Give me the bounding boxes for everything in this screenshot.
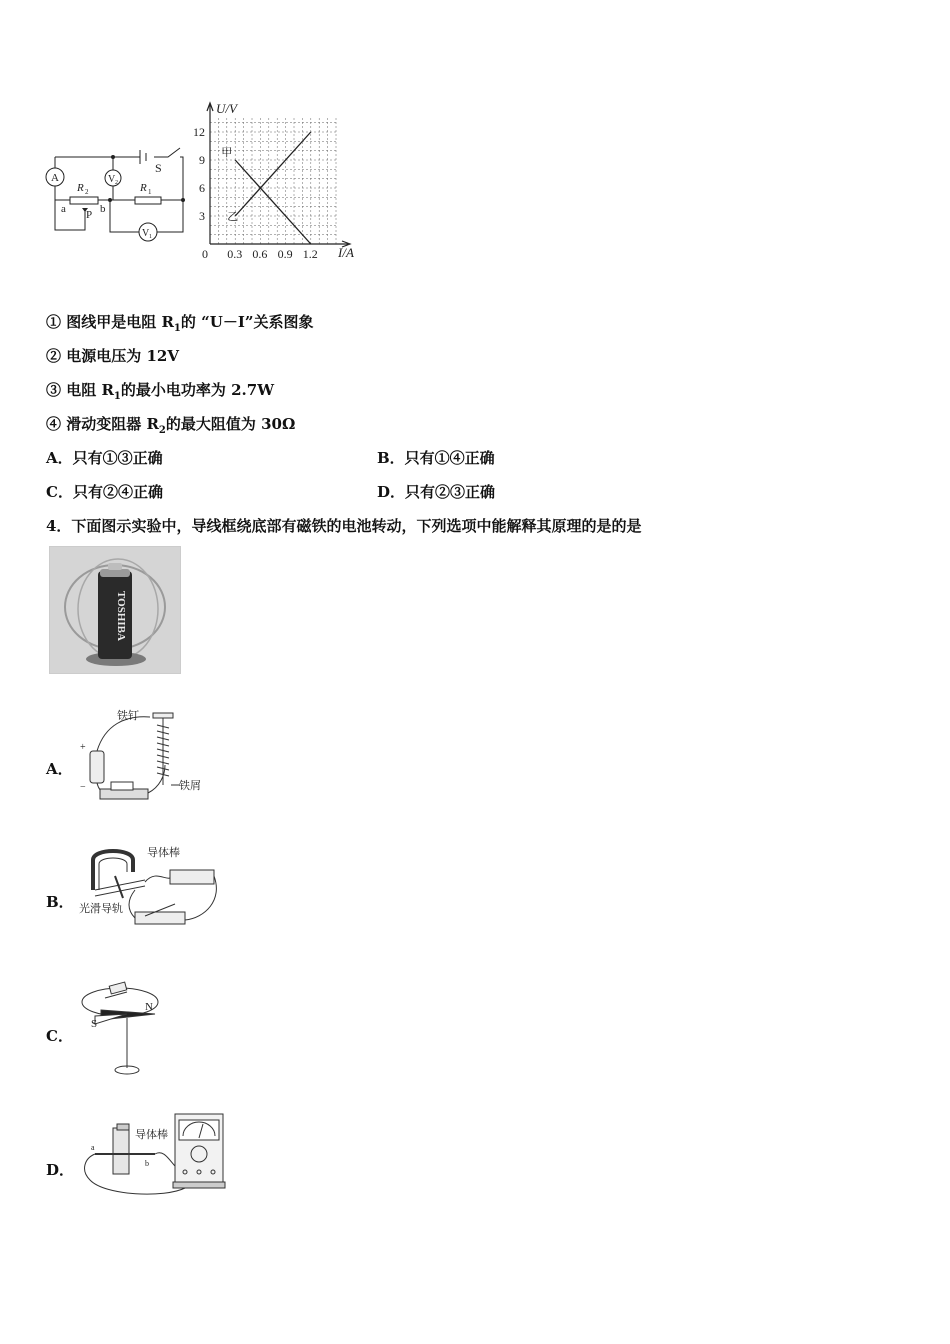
south-label: S [91, 1018, 98, 1030]
question-4: 4．下面图示实验中，导线框绕底部有磁铁的电池转动，下列选项中能解释其原理的是的是 [46, 517, 642, 535]
end-b-label-d: b [145, 1159, 149, 1168]
r2-label: R [77, 182, 84, 194]
option-d-label[interactable]: D． [46, 1161, 75, 1179]
nail-label: 铁钉 [117, 710, 139, 722]
choice-d[interactable]: D．只有②③正确 [377, 483, 496, 501]
battery-brand: TOSHIBA [115, 591, 127, 641]
series-label: 甲 [221, 147, 233, 159]
statement-1: ① 图线甲是电阻 $R_1$的 “U－I”关系图象 [46, 313, 314, 334]
x-axis-label: I/A [338, 245, 354, 260]
end-a-label: a [61, 203, 66, 215]
option-b-label[interactable]: B． [46, 893, 74, 911]
y-axis-label: U/V [216, 101, 237, 116]
y-tick-label: 6 [199, 181, 205, 195]
statement-2: ② 电源电压为 12V [46, 347, 179, 365]
battery-photo [49, 546, 181, 674]
y-tick-label: 9 [199, 153, 205, 167]
option-d-figure [75, 1108, 230, 1203]
series-label: 乙 [227, 211, 239, 223]
option-c-figure [75, 972, 175, 1077]
option-b-figure [75, 840, 225, 940]
v2-sub: 2 [115, 180, 118, 186]
x-tick-label: 0.3 [227, 247, 243, 261]
r1-label: R [140, 182, 147, 194]
y-tick-label: 12 [193, 125, 205, 139]
choice-c[interactable]: C．只有②④正确 [46, 483, 163, 501]
r1-sub: 1 [148, 188, 152, 196]
plus-sign: + [80, 742, 86, 753]
v1-label: V [142, 228, 150, 239]
rod-label-d: 导体棒 [135, 1129, 168, 1141]
rail-label: 光滑导轨 [79, 903, 123, 915]
slider-p-label: P [86, 209, 93, 221]
filings-label: 铁屑 [179, 780, 201, 792]
end-a-label-d: a [91, 1143, 95, 1152]
v1-sub: 1 [149, 234, 152, 240]
statement-3: ③ 电阻 $R_1$的最小电功率为 2.7W [46, 381, 275, 402]
series-line [235, 160, 311, 244]
r2-sub: 2 [85, 188, 89, 196]
series-line [235, 132, 311, 216]
choice-b[interactable]: B．只有①④正确 [377, 449, 495, 467]
circuit-diagram [40, 140, 190, 250]
choice-a[interactable]: A．只有①③正确 [46, 449, 163, 467]
minus-sign: − [80, 782, 86, 793]
y-tick-label: 3 [199, 209, 205, 223]
x-tick-label: 0.9 [277, 247, 293, 261]
v2-label: V [108, 174, 116, 185]
option-a-figure [75, 705, 210, 810]
rod-label-b: 导体棒 [147, 847, 180, 859]
switch-label: S [155, 161, 162, 175]
end-b-label: b [100, 203, 106, 215]
option-c-label[interactable]: C． [46, 1027, 73, 1045]
ammeter-label: A [51, 172, 59, 184]
north-label: N [145, 1001, 153, 1013]
x-tick-label: 0.6 [252, 247, 268, 261]
statement-4: ④ 滑动变阻器 $R_2$的最大阻值为 30Ω [46, 415, 296, 436]
u-i-chart [190, 95, 370, 265]
x-tick-label: 1.2 [302, 247, 318, 261]
x-tick-label: 0 [202, 247, 208, 261]
option-a-label[interactable]: A． [46, 760, 73, 778]
